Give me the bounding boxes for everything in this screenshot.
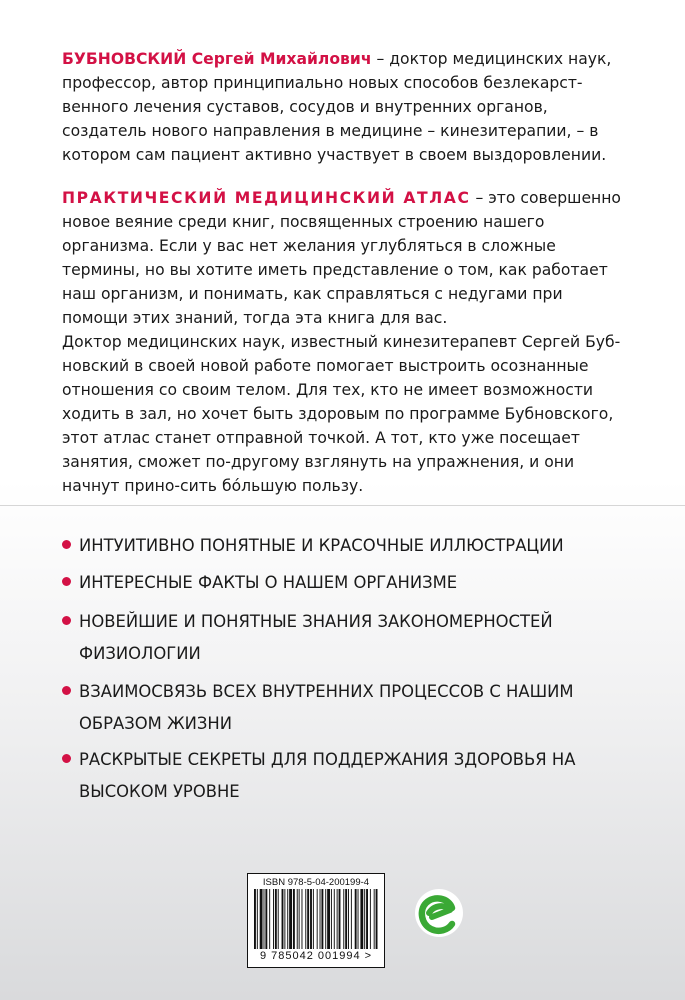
bullet-dot-icon — [62, 616, 71, 625]
section-divider — [0, 505, 685, 506]
book-intro-paragraph — [62, 186, 628, 330]
bullet-dot-icon — [62, 577, 71, 586]
barcode-bars — [254, 889, 378, 949]
feature-label: ИНТЕРЕСНЫЕ ФАКТЫ О НАШЕМ ОРГАНИЗМЕ — [79, 573, 458, 592]
feature-label: НОВЕЙШИЕ И ПОНЯТНЫЕ ЗНАНИЯ ЗАКОНОМЕРНОСТЕЙ ФИЗИОЛОГИИ — [79, 612, 553, 663]
feature-label: ВЗАИМОСВЯЗЬ ВСЕХ ВНУТРЕННИХ ПРОЦЕССОВ С НАШИМ ОБРАЗОМ ЖИЗНИ — [79, 682, 574, 733]
book-intro-text: – это совершенно новое веяние среди книг, посвященных строению нашего организма. Если у вас нет желания углубляться в сложные термины, но вы хотите иметь представление о том, как работает наш организм, и понимать, как справляться с недугами при помощи этих знаний, тогда эта книга для вас. — [62, 189, 621, 327]
eksmo-logo-icon — [414, 888, 464, 938]
feature-label: РАСКРЫТЫЕ СЕКРЕТЫ ДЛЯ ПОДДЕРЖАНИЯ ЗДОРОВЬЯ НА ВЫСОКОМ УРОВНЕ — [79, 750, 576, 801]
feature-item — [62, 530, 642, 562]
bullet-dot-icon — [62, 754, 71, 763]
book-description-paragraph — [62, 330, 628, 498]
isbn-number: ISBN 978-5-04-200199-4 — [262, 877, 370, 888]
book-title: ПРАКТИЧЕСКИЙ МЕДИЦИНСКИЙ АТЛАС — [62, 189, 471, 207]
bullet-dot-icon — [62, 540, 71, 549]
author-paragraph — [62, 47, 628, 167]
feature-label: ИНТУИТИВНО ПОНЯТНЫЕ И КРАСОЧНЫЕ ИЛЛЮСТРАЦИИ — [79, 536, 564, 555]
author-name: БУБНОВСКИЙ Сергей Михайлович — [62, 50, 372, 68]
book-description: Доктор медицинских наук, известный кинезитерапевт Сергей Буб-новский в своей новой работе помогает выстроить осознанные отношения со своим телом. Для тех, кто не имеет возможности ходить в зал, но хочет быть здоровым по программе Бубновского, этот атлас станет отправной точкой. А тот, кто уже посещает занятия, сможет по-другому взглянуть на упражнения, и они начнут прино-сить бóльшую пользу. — [62, 333, 621, 495]
isbn-barcode — [247, 873, 385, 968]
feature-item — [62, 676, 642, 740]
ean-digits: 9 785042 001994 > — [259, 950, 373, 962]
bullet-dot-icon — [62, 686, 71, 695]
feature-item — [62, 606, 642, 670]
feature-item — [62, 567, 642, 599]
author-bio: – доктор медицинских наук, профессор, автор принципиально новых способов безлекарст-венного лечения суставов, сосудов и внутренних органов, создатель нового направления в медицине – кинезитерапии, – в котором сам пациент активно участвует в своем выздоровлении. — [62, 50, 612, 164]
feature-item — [62, 744, 642, 808]
